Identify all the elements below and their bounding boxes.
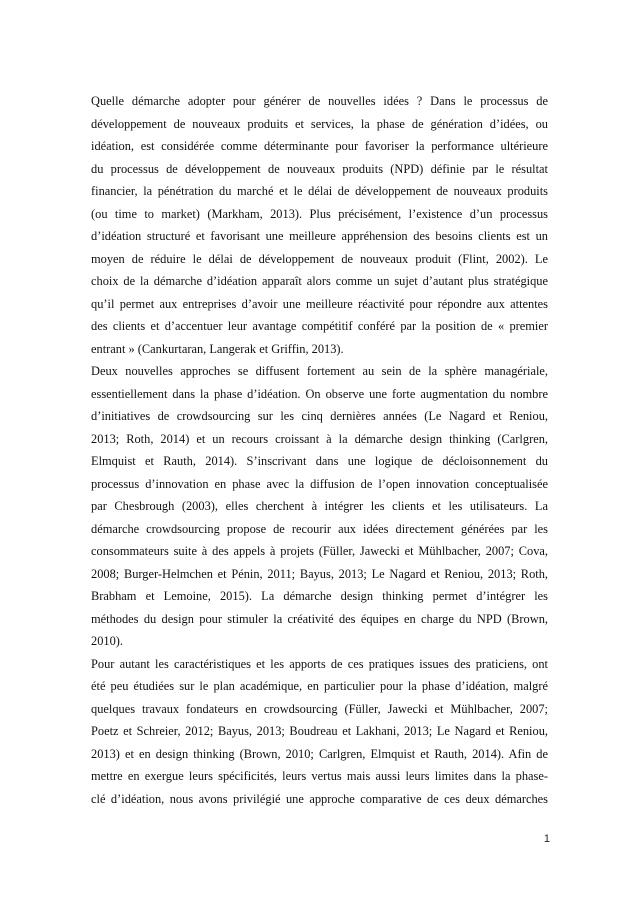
text-line: qu’il permet aux entreprises d’avoir une meilleure réactivité pour répondre aux attentes xyxy=(91,296,548,311)
text-line: quelques travaux fondateurs en crowdsourcing (Füller, Jawecki et Mühlbacher, 2007; xyxy=(91,701,548,716)
text-line: Brabham et Lemoine, 2015). La démarche design thinking permet d’intégrer les xyxy=(91,589,548,603)
text-line: entrant » (Cankurtaran, Langerak et Griffin, 2013). xyxy=(91,341,344,356)
text-line: d’initiatives de crowdsourcing sur les cinq dernières années (Le Nagard et Reniou, xyxy=(91,409,548,423)
text-line: 2013) et en design thinking (Brown, 2010; Carlgren, Elmquist et Rauth, 2014). Afin de xyxy=(91,746,548,761)
text-line: 2013; Roth, 2014) et un recours croissant à la démarche design thinking (Carlgren, xyxy=(91,431,548,446)
text-line: moyen de réduire le délai de développement de nouveaux produit (Flint, 2002). Le xyxy=(91,251,548,266)
text-line: Poetz et Schreier, 2012; Bayus, 2013; Boudreau et Lakhani, 2013; Le Nagard et Reniou, xyxy=(91,724,548,738)
text-line: mettre en exergue leurs spécificités, leurs vertus mais aussi leurs limites dans la phase- xyxy=(91,769,548,783)
text-line: processus d’innovation en phase avec la diffusion de l’open innovation conceptualisée xyxy=(91,476,548,491)
text-line: Elmquist et Rauth, 2014). S’inscrivant dans une logique de décloisonnement du xyxy=(91,454,548,468)
text-line: consommateurs suite à des appels à projets (Füller, Jawecki et Mühlbacher, 2007; Cova, xyxy=(91,544,548,558)
text-line: 2010). xyxy=(91,634,124,648)
text-line: idéation, est considérée comme déterminante pour favoriser la performance ultérieure xyxy=(91,139,548,153)
text-line: (ou time to market) (Markham, 2013). Plus précisément, l’existence d’un processus xyxy=(91,206,548,221)
text-line: Quelle démarche adopter pour générer de nouvelles idées ? Dans le processus de xyxy=(91,94,548,108)
text-line: du processus de développement de nouveaux produits (NPD) définie par le résultat xyxy=(91,161,548,176)
text-line: clé d’idéation, nous avons privilégié une approche comparative de ces deux démarches xyxy=(91,791,548,806)
text-line: démarche crowdsourcing propose de recourir aux idées directement générées par les xyxy=(91,521,548,536)
text-line: été peu étudiées sur le plan académique, en particulier pour la phase d’idéation, malgré xyxy=(91,679,548,693)
text-line: essentiellement dans la phase d’idéation. On observe une forte augmentation du nombre xyxy=(91,386,548,401)
text-line: d’idéation structuré et favorisant une meilleure appréhension des besoins clients est un xyxy=(91,229,548,243)
text-line: par Chesbrough (2003), elles cherchent à intégrer les clients et les utilisateurs. La xyxy=(91,499,548,513)
text-line: 2008; Burger-Helmchen et Pénin, 2011; Bayus, 2013; Le Nagard et Reniou, 2013; Roth, xyxy=(91,566,548,581)
text-line: développement de nouveaux produits et services, la phase de génération d’idées, ou xyxy=(91,116,548,131)
text-line: méthodes du design pour stimuler la créativité des équipes en charge du NPD (Brown, xyxy=(91,611,548,626)
body-text xyxy=(91,90,548,810)
text-line: des clients et d’accentuer leur avantage compétitif conféré par la position de « premier xyxy=(91,319,548,333)
text-line: financier, la pénétration du marché et le délai de développement de nouveaux produits xyxy=(91,184,548,198)
text-line: choix de la démarche d’idéation apparaît alors comme un sujet d’autant plus stratégique xyxy=(91,274,548,288)
page-number: 1 xyxy=(543,833,550,845)
text-line: Deux nouvelles approches se diffusent fortement au sein de la sphère managériale, xyxy=(91,364,548,378)
text-line: Pour autant les caractéristiques et les apports de ces pratiques issues des praticiens, ont xyxy=(91,656,548,671)
